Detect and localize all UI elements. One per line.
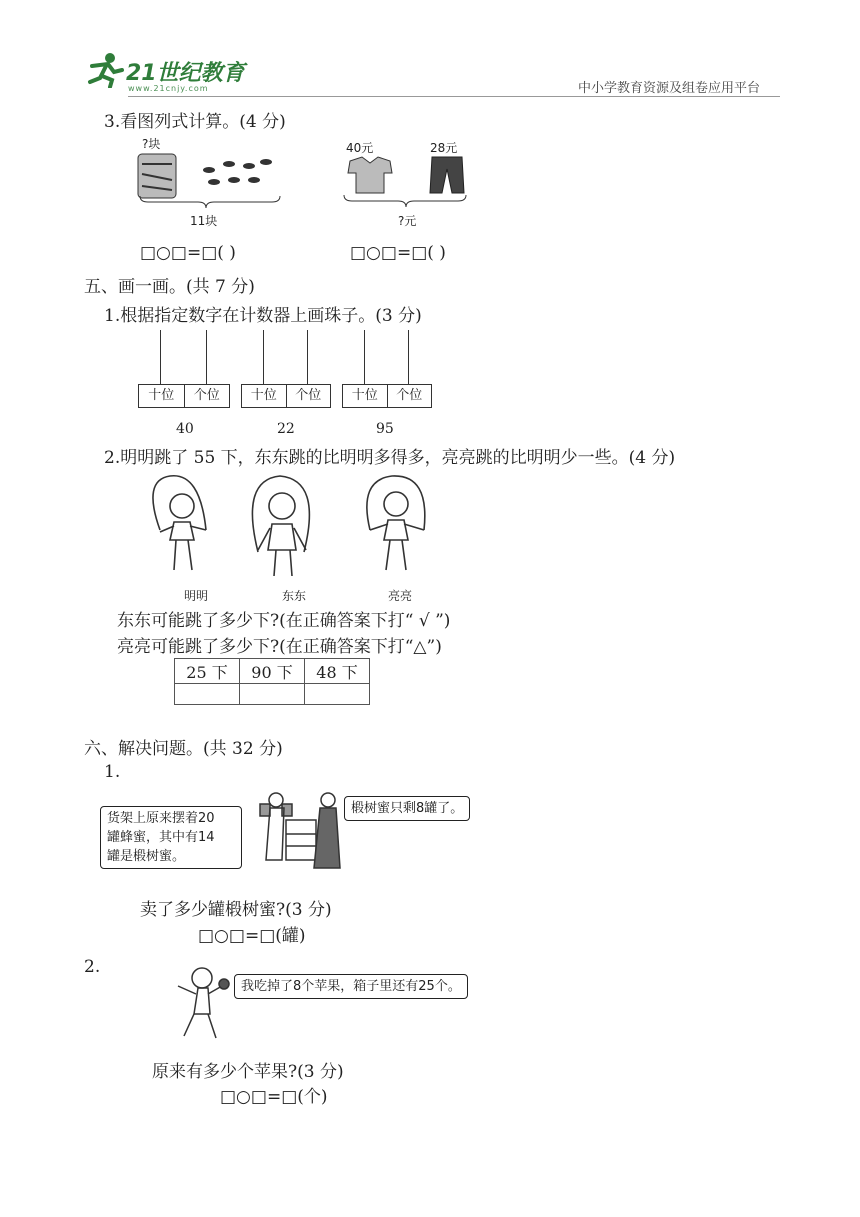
logo-url: www.21cnjy.com — [128, 84, 209, 93]
bubble-line: 货架上原来摆着20 — [107, 811, 215, 826]
platform-name: 中小学教育资源及组卷应用平台 — [578, 81, 761, 96]
section6-q1-formula: □○□=□(罐) — [198, 926, 306, 946]
boy-eating-illustration — [166, 962, 238, 1044]
question-liangliang: 亮亮可能跳了多少下?(在正确答案下打“△”) — [117, 637, 442, 657]
q3-title: 3.看图列式计算。(4 分) — [104, 112, 286, 132]
abacus-number: 40 — [176, 421, 194, 437]
mark-cell[interactable] — [305, 684, 370, 705]
section5-q2-title: 2.明明跳了 55 下，东东跳的比明明多得多，亮亮跳的比明明少一些。(4 分) — [104, 448, 676, 468]
shop-illustration — [240, 790, 350, 880]
jump-rope-kids-illustration — [130, 470, 440, 588]
option-cell: 48 下 — [305, 659, 370, 684]
tens-label: 十位 — [242, 385, 287, 407]
clothes-total-label: ?元 — [398, 214, 417, 228]
abacus-base — [241, 384, 331, 408]
candy-unknown-label: ?块 — [142, 137, 161, 151]
option-cell: 90 下 — [240, 659, 305, 684]
mark-row — [175, 684, 370, 705]
question-dongdong: 东东可能跳了多少下?(在正确答案下打“ √ ”) — [117, 611, 451, 631]
options-row — [175, 659, 370, 684]
tens-label: 十位 — [343, 385, 388, 407]
kid-label-mingming: 明明 — [184, 589, 209, 603]
abacus-rod-tens — [364, 330, 365, 384]
section6-q1-number: 1. — [104, 762, 121, 782]
q3-left-formula: □○□=□( ) — [140, 243, 236, 263]
ones-label: 个位 — [396, 388, 423, 403]
abacus-base — [138, 384, 230, 408]
abacus-rod-ones — [206, 330, 207, 384]
abacus-base — [342, 384, 432, 408]
mark-cell[interactable] — [175, 684, 240, 705]
speech-bubble-apples: 我吃掉了8个苹果，箱子里还有25个。 — [234, 974, 468, 999]
logo-text: 21世纪教育 — [126, 61, 245, 86]
kid-label-dongdong: 东东 — [282, 589, 307, 603]
kid-label-liangliang: 亮亮 — [388, 589, 413, 603]
section6-q2-number: 2. — [84, 957, 101, 977]
ones-label: 个位 — [193, 388, 220, 403]
answer-options-table — [174, 658, 370, 705]
speech-bubble-right: 椴树蜜只剩8罐了。 — [344, 796, 470, 821]
abacus-rod-tens — [263, 330, 264, 384]
bubble-line: 罐蜂蜜，其中有14 — [107, 830, 215, 845]
clothes-illustration — [340, 155, 470, 210]
abacus-number: 22 — [277, 421, 295, 437]
section6-q1-question: 卖了多少罐椴树蜜?(3 分) — [140, 900, 332, 920]
abacus-rod-ones — [307, 330, 308, 384]
section5-q1-title: 1.根据指定数字在计数器上画珠子。(3 分) — [104, 306, 422, 326]
abacus-rod-ones — [408, 330, 409, 384]
mark-cell[interactable] — [240, 684, 305, 705]
header-divider — [128, 96, 780, 97]
abacus-number: 95 — [376, 421, 394, 437]
ones-label: 个位 — [295, 388, 322, 403]
section5-title: 五、画一画。(共 7 分) — [84, 277, 255, 297]
candy-illustration — [134, 150, 284, 210]
q3-right-formula: □○□=□( ) — [350, 243, 446, 263]
section6-q2-formula: □○□=□(个) — [220, 1087, 328, 1107]
option-cell: 25 下 — [175, 659, 240, 684]
candy-total-label: 11块 — [190, 214, 218, 228]
runner-logo-icon — [84, 52, 126, 88]
speech-bubble-left — [100, 806, 242, 869]
shirt-price-label: 40元 — [346, 141, 374, 155]
bubble-line: 罐是椴树蜜。 — [107, 849, 186, 864]
section6-q2-question: 原来有多少个苹果?(3 分) — [152, 1062, 344, 1082]
pants-price-label: 28元 — [430, 141, 458, 155]
section6-title: 六、解决问题。(共 32 分) — [84, 739, 283, 759]
abacus-rod-tens — [160, 330, 161, 384]
tens-label: 十位 — [139, 385, 185, 407]
